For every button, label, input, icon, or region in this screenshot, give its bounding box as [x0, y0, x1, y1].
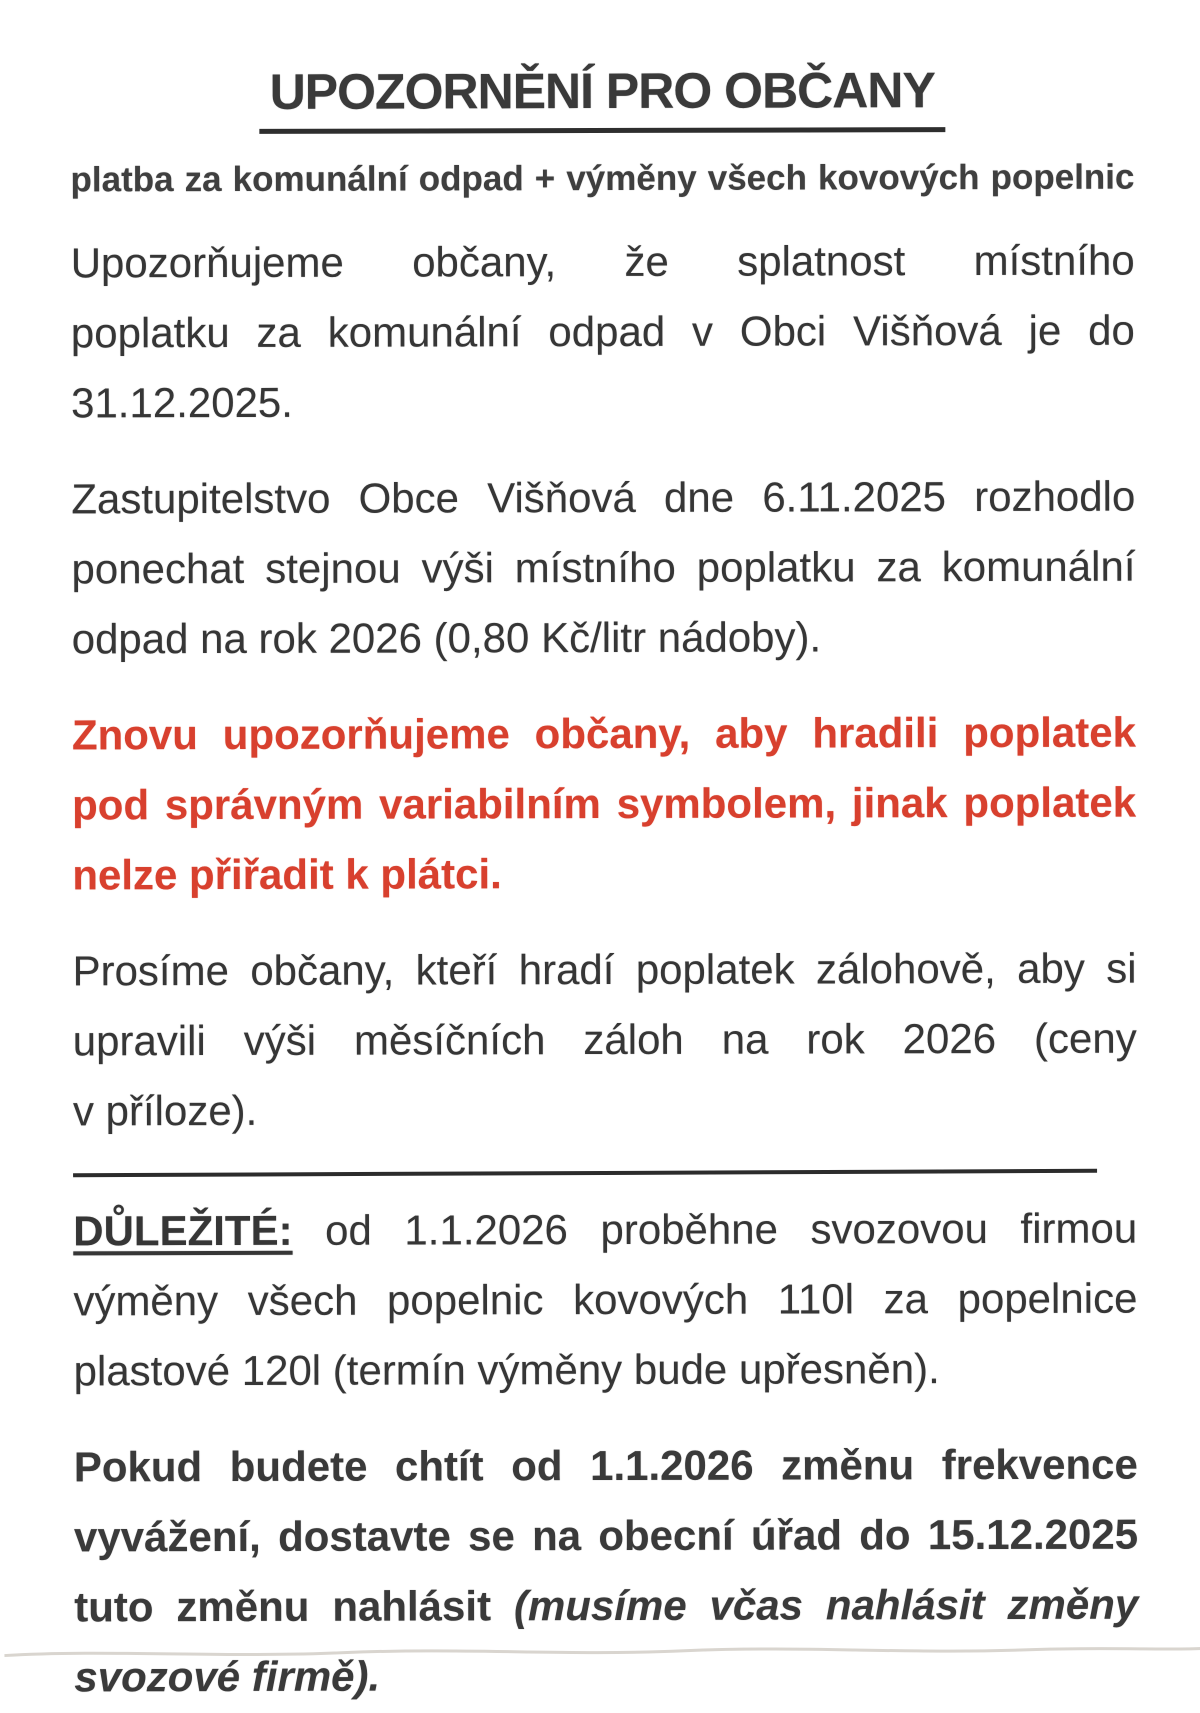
paragraph-advance-payments: [72, 934, 1137, 1147]
text-line: 31.12.2025.: [70, 378, 293, 427]
text-segment: tuto změnu nahlásit: [74, 1582, 514, 1631]
text-line: Prosíme občany, kteří hradí poplatek zálohově, aby si: [72, 944, 1137, 995]
text-segment: od 1.1.2026 proběhne svozovou firmou: [292, 1204, 1138, 1254]
paragraph-frequency-change: [74, 1430, 1139, 1713]
text-segment-italic: (musíme včas nahlásit změny: [513, 1580, 1139, 1630]
text-line: ponechat stejnou výši místního poplatku za komunální: [71, 542, 1136, 593]
text-line: odpad na rok 2026 (0,80 Kč/litr nádoby).: [71, 613, 822, 663]
text-line: plastové 120l (termín výměny bude upřesněn).: [73, 1345, 940, 1395]
paragraph-important-bin-exchange: [73, 1194, 1138, 1407]
paragraph-variable-symbol-warning: [72, 698, 1137, 911]
scan-artifact-line: [4, 1640, 1200, 1663]
text-segment-label: DŮLEŽITÉ:: [73, 1206, 293, 1255]
text-line: v příloze).: [72, 1086, 258, 1135]
text-line: [74, 1570, 1138, 1643]
text-line: upravili výši měsíčních záloh na rok 2026 (ceny: [72, 1014, 1137, 1065]
text-line: Zastupitelstvo Obce Višňová dne 6.11.2025 rozhodlo: [71, 472, 1136, 523]
page-title: UPOZORNĚNÍ PRO OBČANY: [260, 61, 945, 134]
text-line: Upozorňujeme občany, že splatnost místního: [70, 236, 1135, 287]
text-line: pod správným variabilním symbolem, jinak poplatek: [72, 778, 1137, 829]
paragraph-council-decision: [71, 462, 1136, 675]
text-line: výměny všech popelnic kovových 110l za popelnice: [73, 1274, 1138, 1325]
text-line: Pokud budete chtít od 1.1.2026 změnu frekvence: [73, 1440, 1138, 1491]
paragraph-payment-deadline: [71, 226, 1136, 439]
text-line: poplatku za komunální odpad v Obci Višňová je do: [70, 306, 1135, 357]
title-row: [70, 61, 1134, 135]
text-line: vyvážení, dostavte se na obecní úřad do 15.12.2025: [73, 1510, 1139, 1561]
text-line: Znovu upozorňujeme občany, aby hradili poplatek: [71, 708, 1136, 759]
text-line: [73, 1194, 1137, 1267]
text-line: nelze přiřadit k plátci.: [72, 850, 502, 899]
separator-line: [73, 1169, 1097, 1177]
text-segment-italic: svozové firmě).: [74, 1652, 381, 1701]
subtitle: platba za komunální odpad + výměny všech kovových popelnic: [70, 157, 1135, 200]
